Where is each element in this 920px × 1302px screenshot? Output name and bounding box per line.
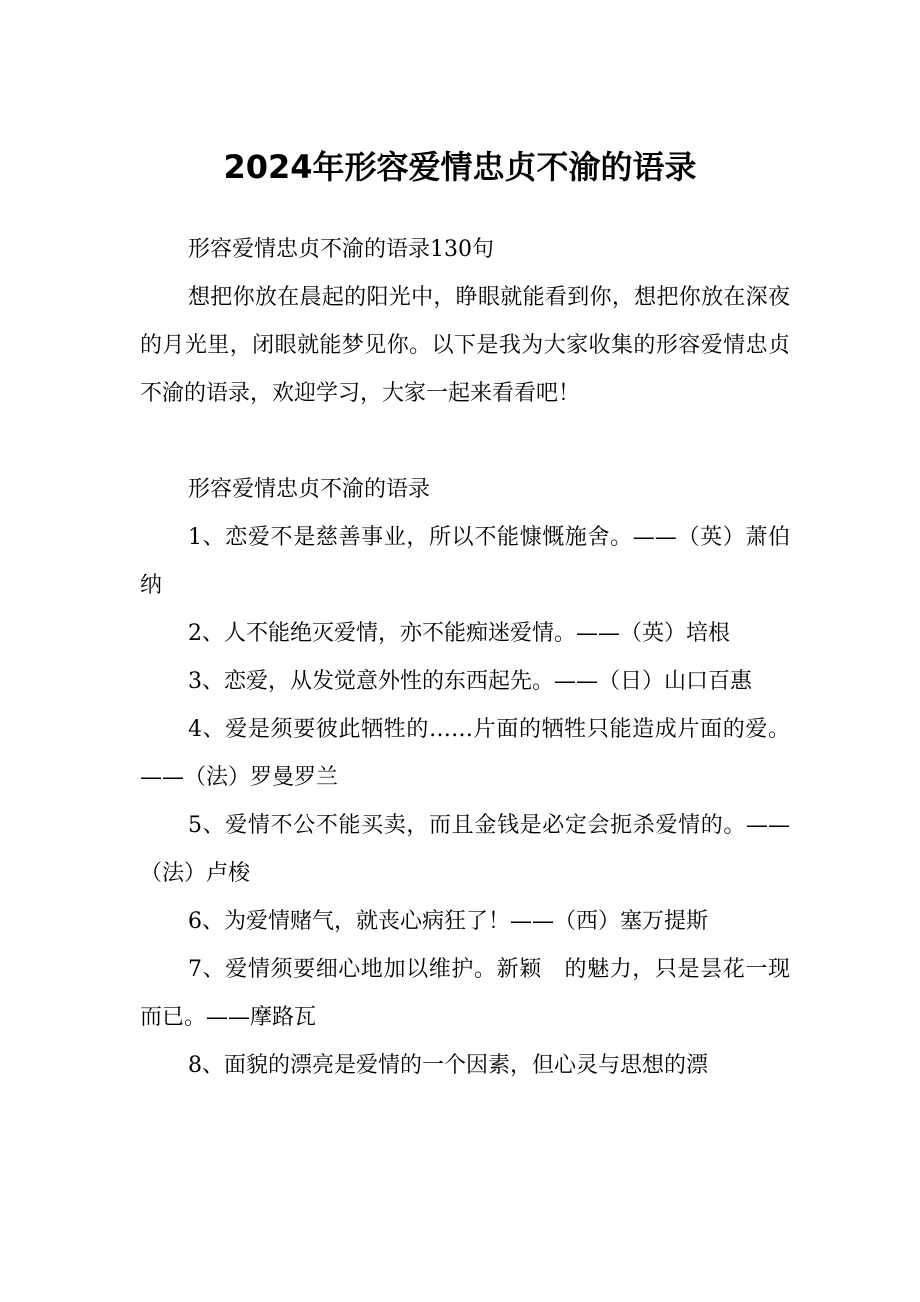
- quote-item: 7、爱情须要细心地加以维护。新颖 的魅力，只是昙花一现而已。——摩路瓦: [140, 957, 790, 1030]
- quote-item: 4、爱是须要彼此牺牲的……片面的牺牲只能造成片面的爱。——（法）罗曼罗兰: [140, 717, 790, 790]
- document-title: 2024年形容爱情忠贞不渝的语录: [223, 148, 697, 186]
- intro-paragraph: 想把你放在晨起的阳光中，睁眼就能看到你，想把你放在深夜的月光里，闭眼就能梦见你。以下是我为大家收集的形容爱情忠贞不渝的语录，欢迎学习，大家一起来看看吧！: [140, 285, 790, 406]
- quote-item: 2、人不能绝灭爱情，亦不能痴迷爱情。——（英）培根: [188, 621, 730, 646]
- document-body: [140, 226, 790, 1090]
- quote-item: 3、恋爱，从发觉意外性的东西起先。——（日）山口百惠: [188, 669, 752, 694]
- quote-item: 1、恋爱不是慈善事业，所以不能慷慨施舍。——（英）萧伯纳: [140, 525, 790, 598]
- section-heading: 形容爱情忠贞不渝的语录: [188, 477, 431, 502]
- paragraph-spacer: [140, 418, 790, 466]
- quote-item: 8、面貌的漂亮是爱情的一个因素，但心灵与思想的漂: [188, 1053, 708, 1078]
- subtitle-paragraph: 形容爱情忠贞不渝的语录130句: [188, 237, 494, 262]
- quote-item: 6、为爱情赌气，就丧心病狂了！——（西）塞万提斯: [188, 909, 708, 934]
- quote-item: 5、爱情不公不能买卖，而且金钱是必定会扼杀爱情的。——（法）卢梭: [140, 813, 790, 886]
